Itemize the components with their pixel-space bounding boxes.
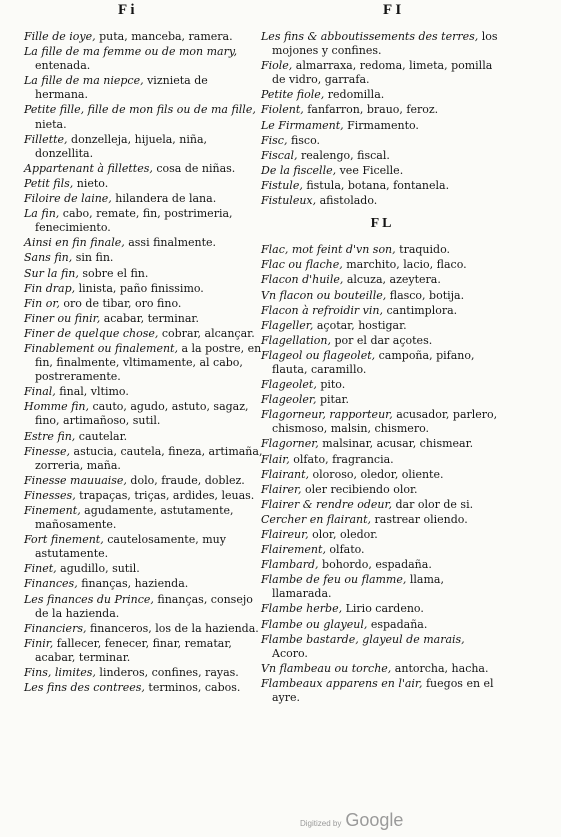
entry-translation: financeros, los de la hazienda. [86,621,259,635]
entry-translation: terminos, cabos. [144,681,241,695]
entry-translation: acabar, terminar. [100,311,199,325]
entry-translation: cobrar, alcançar. [158,326,255,340]
entry-translation: marchito, lacio, flaco. [342,258,467,272]
entry-headword: Sur la fin, [24,266,79,280]
entry-headword: Flairant, [261,467,310,481]
dictionary-entry [261,319,501,333]
dictionary-entry [261,304,501,318]
entry-headword: Les finances du Prince, [24,592,154,606]
entry-headword: Fistuleux, [261,194,317,208]
entry-translation: linderos, confines, rayas. [95,666,239,680]
dictionary-entry [261,662,501,676]
entry-headword: Flambe ou glayeul, [261,617,368,631]
dictionary-entry [24,622,264,636]
entry-headword: Flacon d'huile, [261,273,344,287]
entry-translation: finanças, consejo de la hazienda. [35,592,253,620]
entry-translation: final, vltimo. [55,385,129,399]
entry-translation: redomilla. [324,88,385,102]
entry-headword: Flagorneur, rapporteur, [261,408,393,422]
dictionary-entry [24,251,264,265]
entry-headword: Flairer & rendre odeur, [261,497,393,511]
entry-headword: Flaireur, [261,528,309,541]
entry-translation: olfato. [325,543,365,557]
entry-translation: realengo, fiscal. [297,148,390,162]
dictionary-entry [261,119,501,133]
entry-translation: cosa de niñas. [152,161,236,175]
entry-translation: oro de tibar, oro fino. [59,296,182,310]
dictionary-entry [261,88,501,102]
entry-translation: assi finalmente. [124,236,217,250]
dictionary-entry [261,483,501,497]
entry-headword: Sans fin, [24,251,73,265]
dictionary-entry [24,562,264,576]
entry-headword: Flac, mot feint d'vn son, [261,243,396,257]
entry-headword: Estre fin, [24,429,76,443]
entry-headword: Finesses, [24,488,76,502]
dictionary-entry [24,430,264,444]
entry-headword: Ainsi en fin finale, [24,236,125,250]
entry-headword: Flageller, [261,318,314,332]
dictionary-entry [24,400,264,428]
entry-headword: Flambeaux apparens en l'air, [261,676,423,690]
dictionary-entry [24,593,264,621]
entry-headword: Flambe de feu ou flamme, [261,573,407,587]
entry-translation: alcuza, azeytera. [343,273,441,287]
entry-headword: Petite fille, fille de mon fils ou de ma fille, [24,103,256,117]
dictionary-entry [261,273,501,287]
entry-translation: campoña, pifano, flauta, caramillo. [272,348,475,376]
entry-headword: Fillette, [24,132,68,146]
entry-translation: agudamente, astutamente, mañosamente. [35,504,234,532]
entry-headword: Les fins des contrees, [24,681,145,695]
entry-headword: Le Firmament, [261,118,344,132]
entry-headword: Flacon à refroidir vin, [261,303,383,317]
entry-translation: sobre el fin. [78,266,149,280]
entry-headword: Fin or, [24,296,60,310]
entry-translation: bohordo, espadaña. [318,558,432,572]
right-column [261,30,501,706]
entry-headword: Flagellation, [261,333,331,347]
entry-translation: malsinar, acusar, chismear. [318,437,474,451]
entry-headword: Finer de quelque chose, [24,326,159,340]
entry-translation: trapaças, triças, ardides, leuas. [75,488,255,502]
entry-translation: açotar, hostigar. [313,318,407,332]
dictionary-entry [261,437,501,451]
entry-headword: Financiers, [24,621,87,635]
entry-translation: llama, llamarada. [272,573,444,601]
entry-translation: flasco, botija. [386,288,465,302]
entry-headword: Fisc, [261,133,288,147]
dictionary-entry [261,243,501,257]
entry-headword: Fins, limites, [24,666,96,680]
dictionary-entry [261,633,501,661]
dictionary-entry [261,134,501,148]
entry-headword: Fistule, [261,178,303,192]
entry-headword: Final, [24,385,56,399]
section-heading: F L [370,216,392,232]
header-left: F i [118,2,135,18]
entry-translation: nieto. [73,176,109,190]
entry-translation: fistula, botana, fontanela. [302,178,450,192]
dictionary-entry [24,637,264,665]
dictionary-entry [261,513,501,527]
entry-translation: fuegos en el ayre. [272,676,494,705]
entry-headword: Finement, [24,504,81,517]
dictionary-entry [24,577,264,591]
entry-headword: Finir, [24,636,54,650]
entry-headword: Flair, [261,452,290,466]
entry-translation: donzelleja, hijuela, niña, donzellita. [35,132,208,160]
dictionary-entry [24,385,264,399]
entry-headword: Fiole, [261,59,293,73]
entry-headword: Petite fiole, [261,88,325,102]
header-right: F I [383,2,402,18]
entry-headword: Flambard, [261,558,319,572]
dictionary-entry [24,103,264,131]
entry-translation: olor, oledor. [308,528,378,541]
entry-headword: Flageolet, [261,378,317,392]
entry-headword: Cercher en flairant, [261,512,372,526]
entry-translation: pitar. [316,393,350,407]
entry-headword: Finablement ou finalement, [24,341,178,355]
entry-translation: oler recibiendo olor. [301,482,418,496]
entry-headword: Appartenant à fillettes, [24,161,153,175]
entry-translation: puta, manceba, ramera. [95,30,233,43]
entry-translation: Acoro. [272,646,308,660]
dictionary-entry [24,192,264,206]
dictionary-entry [261,30,501,58]
dictionary-entry [24,177,264,191]
entry-headword: Flambe bastarde, glayeul de marais, [261,632,465,646]
entry-translation: Firmamento. [343,118,419,132]
entry-headword: Vn flacon ou bouteille, [261,288,387,302]
entry-translation: por el dar açotes. [331,333,433,347]
entry-translation: antorcha, hacha. [391,661,489,675]
dictionary-entry [261,573,501,601]
entry-headword: Les fins & abboutissements des terres, [261,30,479,43]
entry-headword: Filoire de laine, [24,192,112,206]
entry-translation: almarraxa, redoma, limeta, pomilla de vidro, garrafa. [272,59,493,87]
entry-headword: Flagorner, [261,437,319,451]
dictionary-entry [24,30,264,44]
entry-headword: Fiolent, [261,103,304,117]
entry-translation: olfato, fragrancia. [289,452,394,466]
entry-headword: Flairer, [261,482,302,496]
dictionary-entry [24,504,264,532]
dictionary-entry [261,618,501,632]
dictionary-entry [261,453,501,467]
dictionary-entry [261,677,501,705]
dictionary-entry [261,602,501,616]
entry-translation: entenada. [35,59,91,73]
dictionary-entry [261,543,501,557]
dictionary-entry [24,133,264,161]
dictionary-entry [261,498,501,512]
entry-translation: cautelosamente, muy astutamente. [35,533,226,561]
dictionary-entry [24,489,264,503]
entry-translation: sin fin. [72,251,114,265]
entry-headword: Fiscal, [261,148,298,162]
entry-translation: viznieta de hermana. [35,74,208,102]
dictionary-entry [24,445,264,473]
entry-translation: vee Ficelle. [336,163,404,177]
entry-headword: Finet, [24,562,57,576]
dictionary-entry [261,289,501,303]
right-column-bottom [261,243,501,705]
dictionary-entry [261,528,501,542]
dictionary-entry [24,327,264,341]
dictionary-entry [24,342,264,384]
dictionary-entry [24,312,264,326]
entry-headword: Fille de ioye, [24,30,96,43]
entry-headword: La fille de ma niepce, [24,74,144,88]
entry-headword: Fort finement, [24,533,104,547]
dictionary-entry [261,408,501,436]
dictionary-entry [261,468,501,482]
entry-headword: Flambe herbe, [261,602,343,616]
dictionary-entry [24,282,264,296]
dictionary-entry [261,258,501,272]
dictionary-entry [24,297,264,311]
entry-translation: cantimplora. [383,303,458,317]
entry-translation: rastrear oliendo. [371,512,468,526]
right-column-top [261,30,501,208]
entry-translation: hilandera de lana. [111,192,217,206]
dictionary-entry [261,558,501,572]
watermark-brand: Google [345,810,404,830]
left-column [24,30,264,696]
entry-headword: Flairement, [261,543,326,557]
dictionary-entry [24,681,264,695]
entry-translation: los mojones y confines. [272,30,498,58]
entry-headword: La fin, [24,207,60,221]
entry-translation: dar olor de si. [392,497,474,511]
entry-translation: pito. [316,378,346,392]
entry-translation: afistolado. [316,194,378,208]
entry-translation: traquido. [395,243,451,257]
dictionary-entry [24,207,264,235]
watermark-prefix: Digitized by [300,819,342,828]
entry-headword: Homme fin, [24,400,90,414]
entry-headword: Fin drap, [24,281,76,295]
dictionary-entry [261,194,501,208]
dictionary-entry [24,236,264,250]
entry-translation: cauto, agudo, astuto, sagaz, fino, artimañoso, sutil. [35,400,249,428]
dictionary-entry [261,378,501,392]
dictionary-entry [261,103,501,117]
entry-headword: Flageoler, [261,393,317,407]
entry-headword: Finesse mauuaise, [24,473,127,487]
entry-translation: fanfarron, brauo, feroz. [303,103,439,117]
entry-translation: astucia, cautela, fineza, artimaña, zorreria, maña. [35,444,263,472]
dictionary-entry [24,474,264,488]
entry-translation: espadaña. [367,617,428,631]
dictionary-entry [261,349,501,377]
dictionary-entry [261,179,501,193]
dictionary-entry [261,334,501,348]
entry-headword: Finesse, [24,444,71,458]
entry-headword: La fille de ma femme ou de mon mary, [24,45,238,59]
entry-translation: cautelar. [75,429,128,443]
entry-headword: Petit fils, [24,176,74,190]
entry-translation: Lirio cardeno. [342,602,424,616]
entry-translation: acusador, parlero, chismoso, malsin, chismero. [272,408,498,436]
entry-translation: cabo, remate, fin, postrimeria, fenecimiento. [35,207,233,235]
entry-translation: nieta. [35,117,67,131]
dictionary-entry [261,393,501,407]
dictionary-entry [261,149,501,163]
entry-translation: fisco. [287,133,321,147]
dictionary-entry [24,533,264,561]
dictionary-entry [24,74,264,102]
entry-headword: Finances, [24,577,78,591]
entry-headword: Flac ou flache, [261,258,343,272]
dictionary-entry [24,162,264,176]
digitized-watermark [300,810,403,831]
entry-headword: Finer ou finir, [24,311,101,325]
entry-headword: Vn flambeau ou torche, [261,661,392,675]
dictionary-entry [24,267,264,281]
dictionary-entry [261,164,501,178]
entry-translation: fallecer, fenecer, finar, rematar, acabar, terminar. [35,636,232,664]
dictionary-entry [24,45,264,73]
entry-translation: a la postre, en fin, finalmente, vltimamente, al cabo, postreramente. [35,341,262,384]
entry-headword: Flageol ou flageolet, [261,348,376,362]
entry-headword: De la fiscelle, [261,163,337,177]
entry-translation: dolo, fraude, doblez. [126,473,245,487]
entry-translation: oloroso, oledor, oliente. [309,467,444,481]
entry-translation: finanças, hazienda. [77,577,189,591]
dictionary-entry [261,59,501,87]
entry-translation: linista, paño finissimo. [75,281,204,295]
entry-translation: agudillo, sutil. [56,562,140,576]
dictionary-entry [24,666,264,680]
